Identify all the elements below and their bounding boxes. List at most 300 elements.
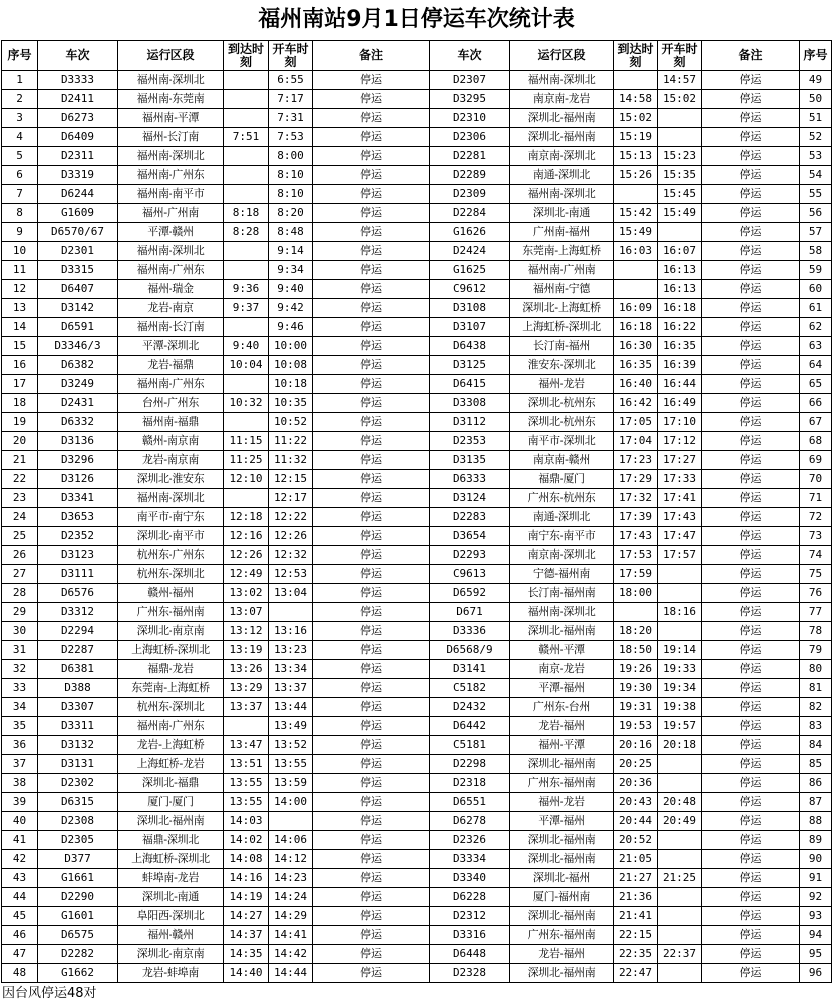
cell-left-route: 赣州-南京南 bbox=[118, 432, 224, 451]
cell-left-train: D6273 bbox=[38, 109, 118, 128]
cell-left-route: 福州南-长汀南 bbox=[118, 318, 224, 337]
cell-right-note: 停运 bbox=[702, 736, 800, 755]
cell-right-train: D671 bbox=[430, 603, 510, 622]
cell-left-route: 深圳北-福州南 bbox=[118, 812, 224, 831]
cell-right-arrive: 21:36 bbox=[614, 888, 658, 907]
cell-right-note: 停运 bbox=[702, 128, 800, 147]
cell-left-route: 福鼎-深圳北 bbox=[118, 831, 224, 850]
cell-left-note: 停运 bbox=[313, 907, 430, 926]
cell-left-train: D2305 bbox=[38, 831, 118, 850]
table-row bbox=[2, 242, 832, 261]
cell-right-arrive: 17:39 bbox=[614, 508, 658, 527]
cell-right-depart bbox=[658, 831, 702, 850]
cell-right-idx: 61 bbox=[800, 299, 832, 318]
cell-left-route: 福州南-广州东 bbox=[118, 166, 224, 185]
table-row bbox=[2, 717, 832, 736]
cell-right-note: 停运 bbox=[702, 261, 800, 280]
cell-right-route: 福州-龙岩 bbox=[510, 793, 614, 812]
cell-right-train: D2312 bbox=[430, 907, 510, 926]
cell-right-arrive: 15:02 bbox=[614, 109, 658, 128]
cell-left-note: 停运 bbox=[313, 413, 430, 432]
cell-right-note: 停运 bbox=[702, 489, 800, 508]
cell-right-route: 广州南-福州 bbox=[510, 223, 614, 242]
cell-right-arrive: 20:43 bbox=[614, 793, 658, 812]
cell-right-depart: 15:23 bbox=[658, 147, 702, 166]
cell-left-depart: 9:14 bbox=[269, 242, 313, 261]
cell-right-depart: 22:37 bbox=[658, 945, 702, 964]
cell-right-note: 停运 bbox=[702, 508, 800, 527]
cell-right-route: 福州南-广州南 bbox=[510, 261, 614, 280]
cell-left-route: 广州东-福州南 bbox=[118, 603, 224, 622]
cell-left-note: 停运 bbox=[313, 71, 430, 90]
cell-left-route: 福州南-广州东 bbox=[118, 375, 224, 394]
table-row bbox=[2, 432, 832, 451]
header-idx-right: 序号 bbox=[800, 41, 832, 71]
cell-left-route: 福鼎-龙岩 bbox=[118, 660, 224, 679]
cell-left-note: 停运 bbox=[313, 679, 430, 698]
cell-left-route: 深圳北-淮安东 bbox=[118, 470, 224, 489]
cell-left-note: 停运 bbox=[313, 793, 430, 812]
cell-right-arrive: 17:29 bbox=[614, 470, 658, 489]
cell-left-arrive bbox=[224, 242, 269, 261]
cell-left-depart: 13:23 bbox=[269, 641, 313, 660]
cell-left-note: 停运 bbox=[313, 869, 430, 888]
cell-right-note: 停运 bbox=[702, 964, 800, 983]
cell-left-idx: 3 bbox=[2, 109, 38, 128]
table-row bbox=[2, 204, 832, 223]
cell-right-idx: 59 bbox=[800, 261, 832, 280]
cell-left-idx: 44 bbox=[2, 888, 38, 907]
header-depart: 开车时刻 bbox=[269, 41, 313, 71]
cell-left-note: 停运 bbox=[313, 242, 430, 261]
cell-left-route: 福州-赣州 bbox=[118, 926, 224, 945]
cell-right-idx: 56 bbox=[800, 204, 832, 223]
cell-left-idx: 1 bbox=[2, 71, 38, 90]
cell-left-train: D3132 bbox=[38, 736, 118, 755]
cell-right-idx: 64 bbox=[800, 356, 832, 375]
cell-right-arrive: 17:04 bbox=[614, 432, 658, 451]
cell-left-route: 福州南-平潭 bbox=[118, 109, 224, 128]
cell-left-train: D3131 bbox=[38, 755, 118, 774]
cell-right-arrive: 20:16 bbox=[614, 736, 658, 755]
cell-left-arrive: 14:19 bbox=[224, 888, 269, 907]
cell-left-note: 停运 bbox=[313, 660, 430, 679]
cell-right-note: 停运 bbox=[702, 850, 800, 869]
table-row bbox=[2, 109, 832, 128]
cell-right-depart: 15:49 bbox=[658, 204, 702, 223]
cell-left-train: D6244 bbox=[38, 185, 118, 204]
cell-left-depart: 7:17 bbox=[269, 90, 313, 109]
cell-right-depart: 19:57 bbox=[658, 717, 702, 736]
table-row bbox=[2, 565, 832, 584]
table-row bbox=[2, 128, 832, 147]
cell-right-arrive: 15:42 bbox=[614, 204, 658, 223]
cell-right-idx: 74 bbox=[800, 546, 832, 565]
header-arrive: 到达时刻 bbox=[224, 41, 269, 71]
cell-right-depart: 21:25 bbox=[658, 869, 702, 888]
cell-left-idx: 47 bbox=[2, 945, 38, 964]
cell-right-arrive: 20:52 bbox=[614, 831, 658, 850]
table-row bbox=[2, 337, 832, 356]
cell-right-idx: 65 bbox=[800, 375, 832, 394]
cell-right-note: 停运 bbox=[702, 812, 800, 831]
cell-right-arrive: 16:09 bbox=[614, 299, 658, 318]
cell-right-train: D3124 bbox=[430, 489, 510, 508]
cell-left-idx: 9 bbox=[2, 223, 38, 242]
cell-right-train: D6551 bbox=[430, 793, 510, 812]
cell-right-note: 停运 bbox=[702, 660, 800, 679]
cell-left-route: 龙岩-福鼎 bbox=[118, 356, 224, 375]
cell-right-note: 停运 bbox=[702, 318, 800, 337]
cell-right-route: 深圳北-福州南 bbox=[510, 622, 614, 641]
cell-right-arrive: 18:50 bbox=[614, 641, 658, 660]
table-row bbox=[2, 261, 832, 280]
cell-left-idx: 27 bbox=[2, 565, 38, 584]
cell-left-idx: 14 bbox=[2, 318, 38, 337]
cell-left-route: 深圳北-福鼎 bbox=[118, 774, 224, 793]
cell-right-arrive: 16:42 bbox=[614, 394, 658, 413]
cell-right-route: 上海虹桥-深圳北 bbox=[510, 318, 614, 337]
table-row bbox=[2, 470, 832, 489]
cell-right-note: 停运 bbox=[702, 413, 800, 432]
header-route: 运行区段 bbox=[118, 41, 224, 71]
cell-right-idx: 88 bbox=[800, 812, 832, 831]
cell-right-arrive: 19:31 bbox=[614, 698, 658, 717]
cell-left-route: 台州-广州东 bbox=[118, 394, 224, 413]
cell-left-train: D2431 bbox=[38, 394, 118, 413]
cell-left-depart: 9:40 bbox=[269, 280, 313, 299]
cell-right-train: D2298 bbox=[430, 755, 510, 774]
cell-right-depart bbox=[658, 907, 702, 926]
cell-left-arrive: 14:37 bbox=[224, 926, 269, 945]
cell-right-depart: 16:13 bbox=[658, 261, 702, 280]
cell-left-arrive bbox=[224, 147, 269, 166]
cell-right-idx: 68 bbox=[800, 432, 832, 451]
cell-left-idx: 6 bbox=[2, 166, 38, 185]
cell-right-idx: 81 bbox=[800, 679, 832, 698]
cell-right-note: 停运 bbox=[702, 356, 800, 375]
cell-left-arrive: 13:37 bbox=[224, 698, 269, 717]
cell-right-note: 停运 bbox=[702, 926, 800, 945]
cell-left-train: D6409 bbox=[38, 128, 118, 147]
cell-left-note: 停运 bbox=[313, 831, 430, 850]
cell-right-route: 福州南-深圳北 bbox=[510, 185, 614, 204]
cell-left-arrive: 13:29 bbox=[224, 679, 269, 698]
cell-right-depart bbox=[658, 584, 702, 603]
cell-left-depart bbox=[269, 812, 313, 831]
cell-left-note: 停运 bbox=[313, 470, 430, 489]
table-row bbox=[2, 527, 832, 546]
cell-left-train: D6570/67 bbox=[38, 223, 118, 242]
cell-left-arrive: 12:26 bbox=[224, 546, 269, 565]
cell-left-note: 停运 bbox=[313, 109, 430, 128]
header-note-right: 备注 bbox=[702, 41, 800, 71]
cell-right-arrive: 21:41 bbox=[614, 907, 658, 926]
cell-left-idx: 46 bbox=[2, 926, 38, 945]
cell-right-arrive: 20:25 bbox=[614, 755, 658, 774]
cell-right-train: D6438 bbox=[430, 337, 510, 356]
cell-left-note: 停运 bbox=[313, 945, 430, 964]
cell-left-note: 停运 bbox=[313, 755, 430, 774]
cell-right-arrive bbox=[614, 261, 658, 280]
cell-left-depart: 14:24 bbox=[269, 888, 313, 907]
cell-right-depart: 16:44 bbox=[658, 375, 702, 394]
cell-left-idx: 41 bbox=[2, 831, 38, 850]
cell-left-depart: 12:17 bbox=[269, 489, 313, 508]
cell-right-train: C5181 bbox=[430, 736, 510, 755]
cell-left-idx: 24 bbox=[2, 508, 38, 527]
cell-left-idx: 40 bbox=[2, 812, 38, 831]
cell-left-depart: 11:22 bbox=[269, 432, 313, 451]
cell-left-depart: 13:59 bbox=[269, 774, 313, 793]
cell-right-depart bbox=[658, 850, 702, 869]
cell-right-route: 广州东-杭州东 bbox=[510, 489, 614, 508]
cell-left-train: G1609 bbox=[38, 204, 118, 223]
cell-left-note: 停运 bbox=[313, 926, 430, 945]
cell-left-note: 停运 bbox=[313, 489, 430, 508]
cell-right-train: D3135 bbox=[430, 451, 510, 470]
cell-left-idx: 4 bbox=[2, 128, 38, 147]
cell-right-depart: 17:57 bbox=[658, 546, 702, 565]
cell-left-train: D2411 bbox=[38, 90, 118, 109]
cell-left-route: 福州南-深圳北 bbox=[118, 242, 224, 261]
cell-right-note: 停运 bbox=[702, 793, 800, 812]
cell-left-idx: 35 bbox=[2, 717, 38, 736]
cell-left-arrive: 13:55 bbox=[224, 774, 269, 793]
cell-right-note: 停运 bbox=[702, 242, 800, 261]
cell-left-depart: 10:08 bbox=[269, 356, 313, 375]
cell-right-idx: 90 bbox=[800, 850, 832, 869]
table-row bbox=[2, 774, 832, 793]
cell-left-note: 停运 bbox=[313, 185, 430, 204]
cell-right-train: C5182 bbox=[430, 679, 510, 698]
cell-left-arrive: 12:10 bbox=[224, 470, 269, 489]
cell-right-arrive: 17:59 bbox=[614, 565, 658, 584]
cell-right-idx: 87 bbox=[800, 793, 832, 812]
cell-right-route: 广州东-福州南 bbox=[510, 774, 614, 793]
cell-left-depart: 12:53 bbox=[269, 565, 313, 584]
table-row bbox=[2, 793, 832, 812]
cell-left-train: D3333 bbox=[38, 71, 118, 90]
cell-right-train: D2281 bbox=[430, 147, 510, 166]
cell-right-idx: 76 bbox=[800, 584, 832, 603]
cell-right-note: 停运 bbox=[702, 945, 800, 964]
cell-right-note: 停运 bbox=[702, 679, 800, 698]
cell-left-train: D377 bbox=[38, 850, 118, 869]
cell-left-depart: 6:55 bbox=[269, 71, 313, 90]
cell-right-idx: 84 bbox=[800, 736, 832, 755]
cell-right-note: 停运 bbox=[702, 546, 800, 565]
cell-left-idx: 20 bbox=[2, 432, 38, 451]
cell-left-arrive: 8:18 bbox=[224, 204, 269, 223]
cell-left-depart: 10:00 bbox=[269, 337, 313, 356]
cell-right-train: C9613 bbox=[430, 565, 510, 584]
cell-left-arrive: 13:55 bbox=[224, 793, 269, 812]
cell-left-depart: 13:44 bbox=[269, 698, 313, 717]
cell-right-route: 福州南-深圳北 bbox=[510, 603, 614, 622]
cell-right-route: 深圳北-上海虹桥 bbox=[510, 299, 614, 318]
cell-right-depart bbox=[658, 774, 702, 793]
cell-right-note: 停运 bbox=[702, 755, 800, 774]
cell-right-train: D3654 bbox=[430, 527, 510, 546]
table-row bbox=[2, 489, 832, 508]
header-arrive-right: 到达时刻 bbox=[614, 41, 658, 71]
table-row bbox=[2, 451, 832, 470]
cell-left-idx: 37 bbox=[2, 755, 38, 774]
cell-right-route: 东莞南-上海虹桥 bbox=[510, 242, 614, 261]
cell-right-depart: 16:07 bbox=[658, 242, 702, 261]
cell-left-depart: 11:32 bbox=[269, 451, 313, 470]
cell-left-idx: 8 bbox=[2, 204, 38, 223]
cell-left-train: D2302 bbox=[38, 774, 118, 793]
cell-left-train: D3126 bbox=[38, 470, 118, 489]
cell-right-route: 南宁东-南平市 bbox=[510, 527, 614, 546]
cell-right-note: 停运 bbox=[702, 565, 800, 584]
cell-right-depart: 16:18 bbox=[658, 299, 702, 318]
cell-left-depart: 14:42 bbox=[269, 945, 313, 964]
cell-right-note: 停运 bbox=[702, 109, 800, 128]
cell-right-note: 停运 bbox=[702, 869, 800, 888]
cell-right-depart: 16:22 bbox=[658, 318, 702, 337]
cell-left-note: 停运 bbox=[313, 641, 430, 660]
cell-left-note: 停运 bbox=[313, 128, 430, 147]
cell-left-train: D388 bbox=[38, 679, 118, 698]
cell-right-note: 停运 bbox=[702, 603, 800, 622]
cell-right-route: 长汀南-福州 bbox=[510, 337, 614, 356]
cell-right-arrive: 21:27 bbox=[614, 869, 658, 888]
cell-left-train: G1601 bbox=[38, 907, 118, 926]
cell-right-arrive: 17:43 bbox=[614, 527, 658, 546]
cell-right-note: 停运 bbox=[702, 774, 800, 793]
cell-right-idx: 72 bbox=[800, 508, 832, 527]
cell-left-note: 停运 bbox=[313, 527, 430, 546]
table-row bbox=[2, 888, 832, 907]
cell-left-idx: 48 bbox=[2, 964, 38, 983]
cell-right-arrive: 16:30 bbox=[614, 337, 658, 356]
cell-right-train: G1625 bbox=[430, 261, 510, 280]
cell-right-route: 福鼎-厦门 bbox=[510, 470, 614, 489]
cell-left-arrive bbox=[224, 261, 269, 280]
cell-left-route: 厦门-厦门 bbox=[118, 793, 224, 812]
cell-left-idx: 21 bbox=[2, 451, 38, 470]
cell-right-depart bbox=[658, 128, 702, 147]
cell-left-train: D6576 bbox=[38, 584, 118, 603]
cell-left-note: 停运 bbox=[313, 394, 430, 413]
cell-left-note: 停运 bbox=[313, 204, 430, 223]
cell-right-train: D2306 bbox=[430, 128, 510, 147]
cell-left-route: 福州南-深圳北 bbox=[118, 147, 224, 166]
cell-right-idx: 70 bbox=[800, 470, 832, 489]
cell-right-arrive bbox=[614, 603, 658, 622]
cell-left-depart: 13:16 bbox=[269, 622, 313, 641]
cell-left-depart: 14:12 bbox=[269, 850, 313, 869]
cell-right-depart: 16:49 bbox=[658, 394, 702, 413]
cell-right-route: 长汀南-福州南 bbox=[510, 584, 614, 603]
cell-left-train: D3249 bbox=[38, 375, 118, 394]
cell-left-idx: 31 bbox=[2, 641, 38, 660]
cell-left-arrive: 14:16 bbox=[224, 869, 269, 888]
cell-left-depart: 7:53 bbox=[269, 128, 313, 147]
cell-left-idx: 29 bbox=[2, 603, 38, 622]
cell-right-note: 停运 bbox=[702, 166, 800, 185]
cell-right-idx: 93 bbox=[800, 907, 832, 926]
cell-left-idx: 43 bbox=[2, 869, 38, 888]
cell-right-note: 停运 bbox=[702, 90, 800, 109]
cell-left-note: 停运 bbox=[313, 622, 430, 641]
cell-left-route: 上海虹桥-深圳北 bbox=[118, 850, 224, 869]
cell-left-depart: 9:34 bbox=[269, 261, 313, 280]
cell-left-train: D3307 bbox=[38, 698, 118, 717]
cell-left-train: D6332 bbox=[38, 413, 118, 432]
cell-left-arrive bbox=[224, 413, 269, 432]
cell-right-arrive: 17:53 bbox=[614, 546, 658, 565]
cell-left-note: 停运 bbox=[313, 964, 430, 983]
cell-right-idx: 86 bbox=[800, 774, 832, 793]
cell-left-arrive: 13:07 bbox=[224, 603, 269, 622]
cell-left-note: 停运 bbox=[313, 280, 430, 299]
cell-right-idx: 80 bbox=[800, 660, 832, 679]
cell-left-train: D3111 bbox=[38, 565, 118, 584]
cell-left-depart: 7:31 bbox=[269, 109, 313, 128]
cell-right-train: D2326 bbox=[430, 831, 510, 850]
header-route-right: 运行区段 bbox=[510, 41, 614, 71]
cell-left-arrive: 14:35 bbox=[224, 945, 269, 964]
cell-left-note: 停运 bbox=[313, 299, 430, 318]
cell-left-depart bbox=[269, 603, 313, 622]
cell-right-idx: 94 bbox=[800, 926, 832, 945]
cell-left-note: 停运 bbox=[313, 318, 430, 337]
cell-left-train: D2301 bbox=[38, 242, 118, 261]
cell-right-idx: 69 bbox=[800, 451, 832, 470]
cell-right-idx: 83 bbox=[800, 717, 832, 736]
cell-left-route: 上海虹桥-龙岩 bbox=[118, 755, 224, 774]
cell-left-arrive: 14:08 bbox=[224, 850, 269, 869]
cell-right-note: 停运 bbox=[702, 375, 800, 394]
cell-left-idx: 5 bbox=[2, 147, 38, 166]
cell-right-train: D3295 bbox=[430, 90, 510, 109]
cell-right-depart: 17:43 bbox=[658, 508, 702, 527]
cell-right-arrive: 22:35 bbox=[614, 945, 658, 964]
cell-right-arrive bbox=[614, 71, 658, 90]
cell-left-arrive: 13:51 bbox=[224, 755, 269, 774]
cell-right-arrive: 16:03 bbox=[614, 242, 658, 261]
table-row bbox=[2, 71, 832, 90]
cell-right-train: D3336 bbox=[430, 622, 510, 641]
cell-left-note: 停运 bbox=[313, 90, 430, 109]
cell-right-idx: 62 bbox=[800, 318, 832, 337]
table-row bbox=[2, 926, 832, 945]
cell-left-train: D3315 bbox=[38, 261, 118, 280]
cell-left-idx: 30 bbox=[2, 622, 38, 641]
cell-right-idx: 73 bbox=[800, 527, 832, 546]
cell-left-route: 深圳北-南通 bbox=[118, 888, 224, 907]
cell-left-idx: 38 bbox=[2, 774, 38, 793]
cell-right-arrive: 22:47 bbox=[614, 964, 658, 983]
cell-right-idx: 57 bbox=[800, 223, 832, 242]
cell-left-arrive: 14:02 bbox=[224, 831, 269, 850]
cell-left-depart: 14:29 bbox=[269, 907, 313, 926]
cell-left-arrive bbox=[224, 318, 269, 337]
cell-left-route: 深圳北-南平市 bbox=[118, 527, 224, 546]
cell-left-train: D3312 bbox=[38, 603, 118, 622]
cell-left-note: 停运 bbox=[313, 774, 430, 793]
table-row bbox=[2, 907, 832, 926]
cell-right-idx: 96 bbox=[800, 964, 832, 983]
cell-right-route: 厦门-福州南 bbox=[510, 888, 614, 907]
cell-left-depart: 13:55 bbox=[269, 755, 313, 774]
cell-right-route: 福州-平潭 bbox=[510, 736, 614, 755]
cell-right-route: 龙岩-福州 bbox=[510, 945, 614, 964]
